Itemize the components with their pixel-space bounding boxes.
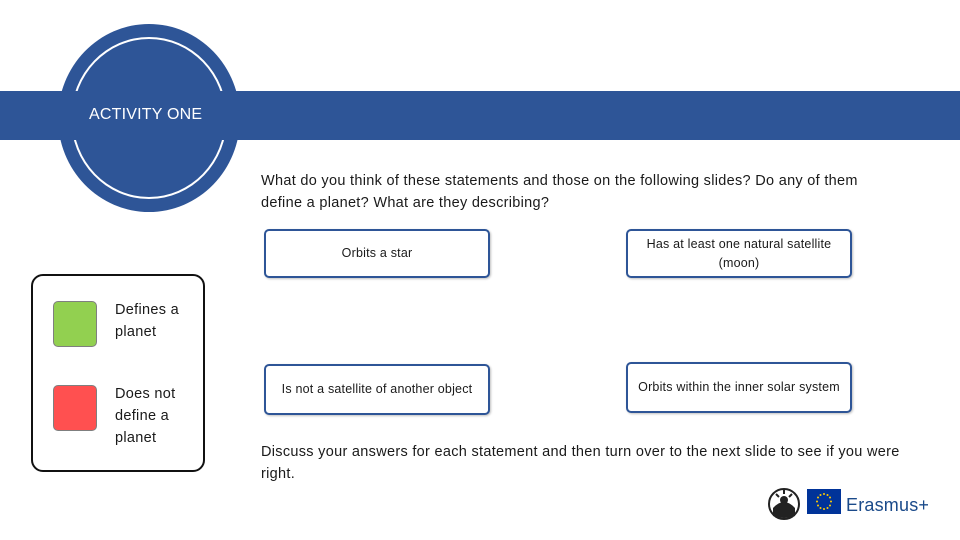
eu-flag-icon [807,489,841,514]
footer-logos [767,486,937,522]
statement-text: Orbits a star [341,246,413,260]
statement-card-orbits-star[interactable] [264,229,490,278]
statement-text: Is not a satellite of another object [281,382,473,396]
statement-text: Has at least one natural satellite (moon) [646,236,832,270]
intro-text: What do you think of these statements and those on the following slides? Do any of them define a planet? What are they describing? [261,173,858,211]
slide-title: ACTIVITY ONE [89,106,203,123]
legend-label-defines: Defines a planet [115,302,179,340]
statement-card-inner-solar-system[interactable] [626,362,852,413]
legend-label-not-defines: Does not define a planet [115,386,176,446]
school-emblem-icon [767,486,801,522]
statement-text: Orbits within the inner solar system [638,380,840,394]
statement-card-not-satellite[interactable] [264,364,490,415]
legend-swatch-not-defines [53,385,97,431]
statement-card-natural-satellite[interactable] [626,229,852,278]
erasmus-label: Erasmus+ [846,495,930,515]
outro-text: Discuss your answers for each statement and then turn over to the next slide to see if you were right. [261,444,900,482]
legend-swatch-defines [53,301,97,347]
